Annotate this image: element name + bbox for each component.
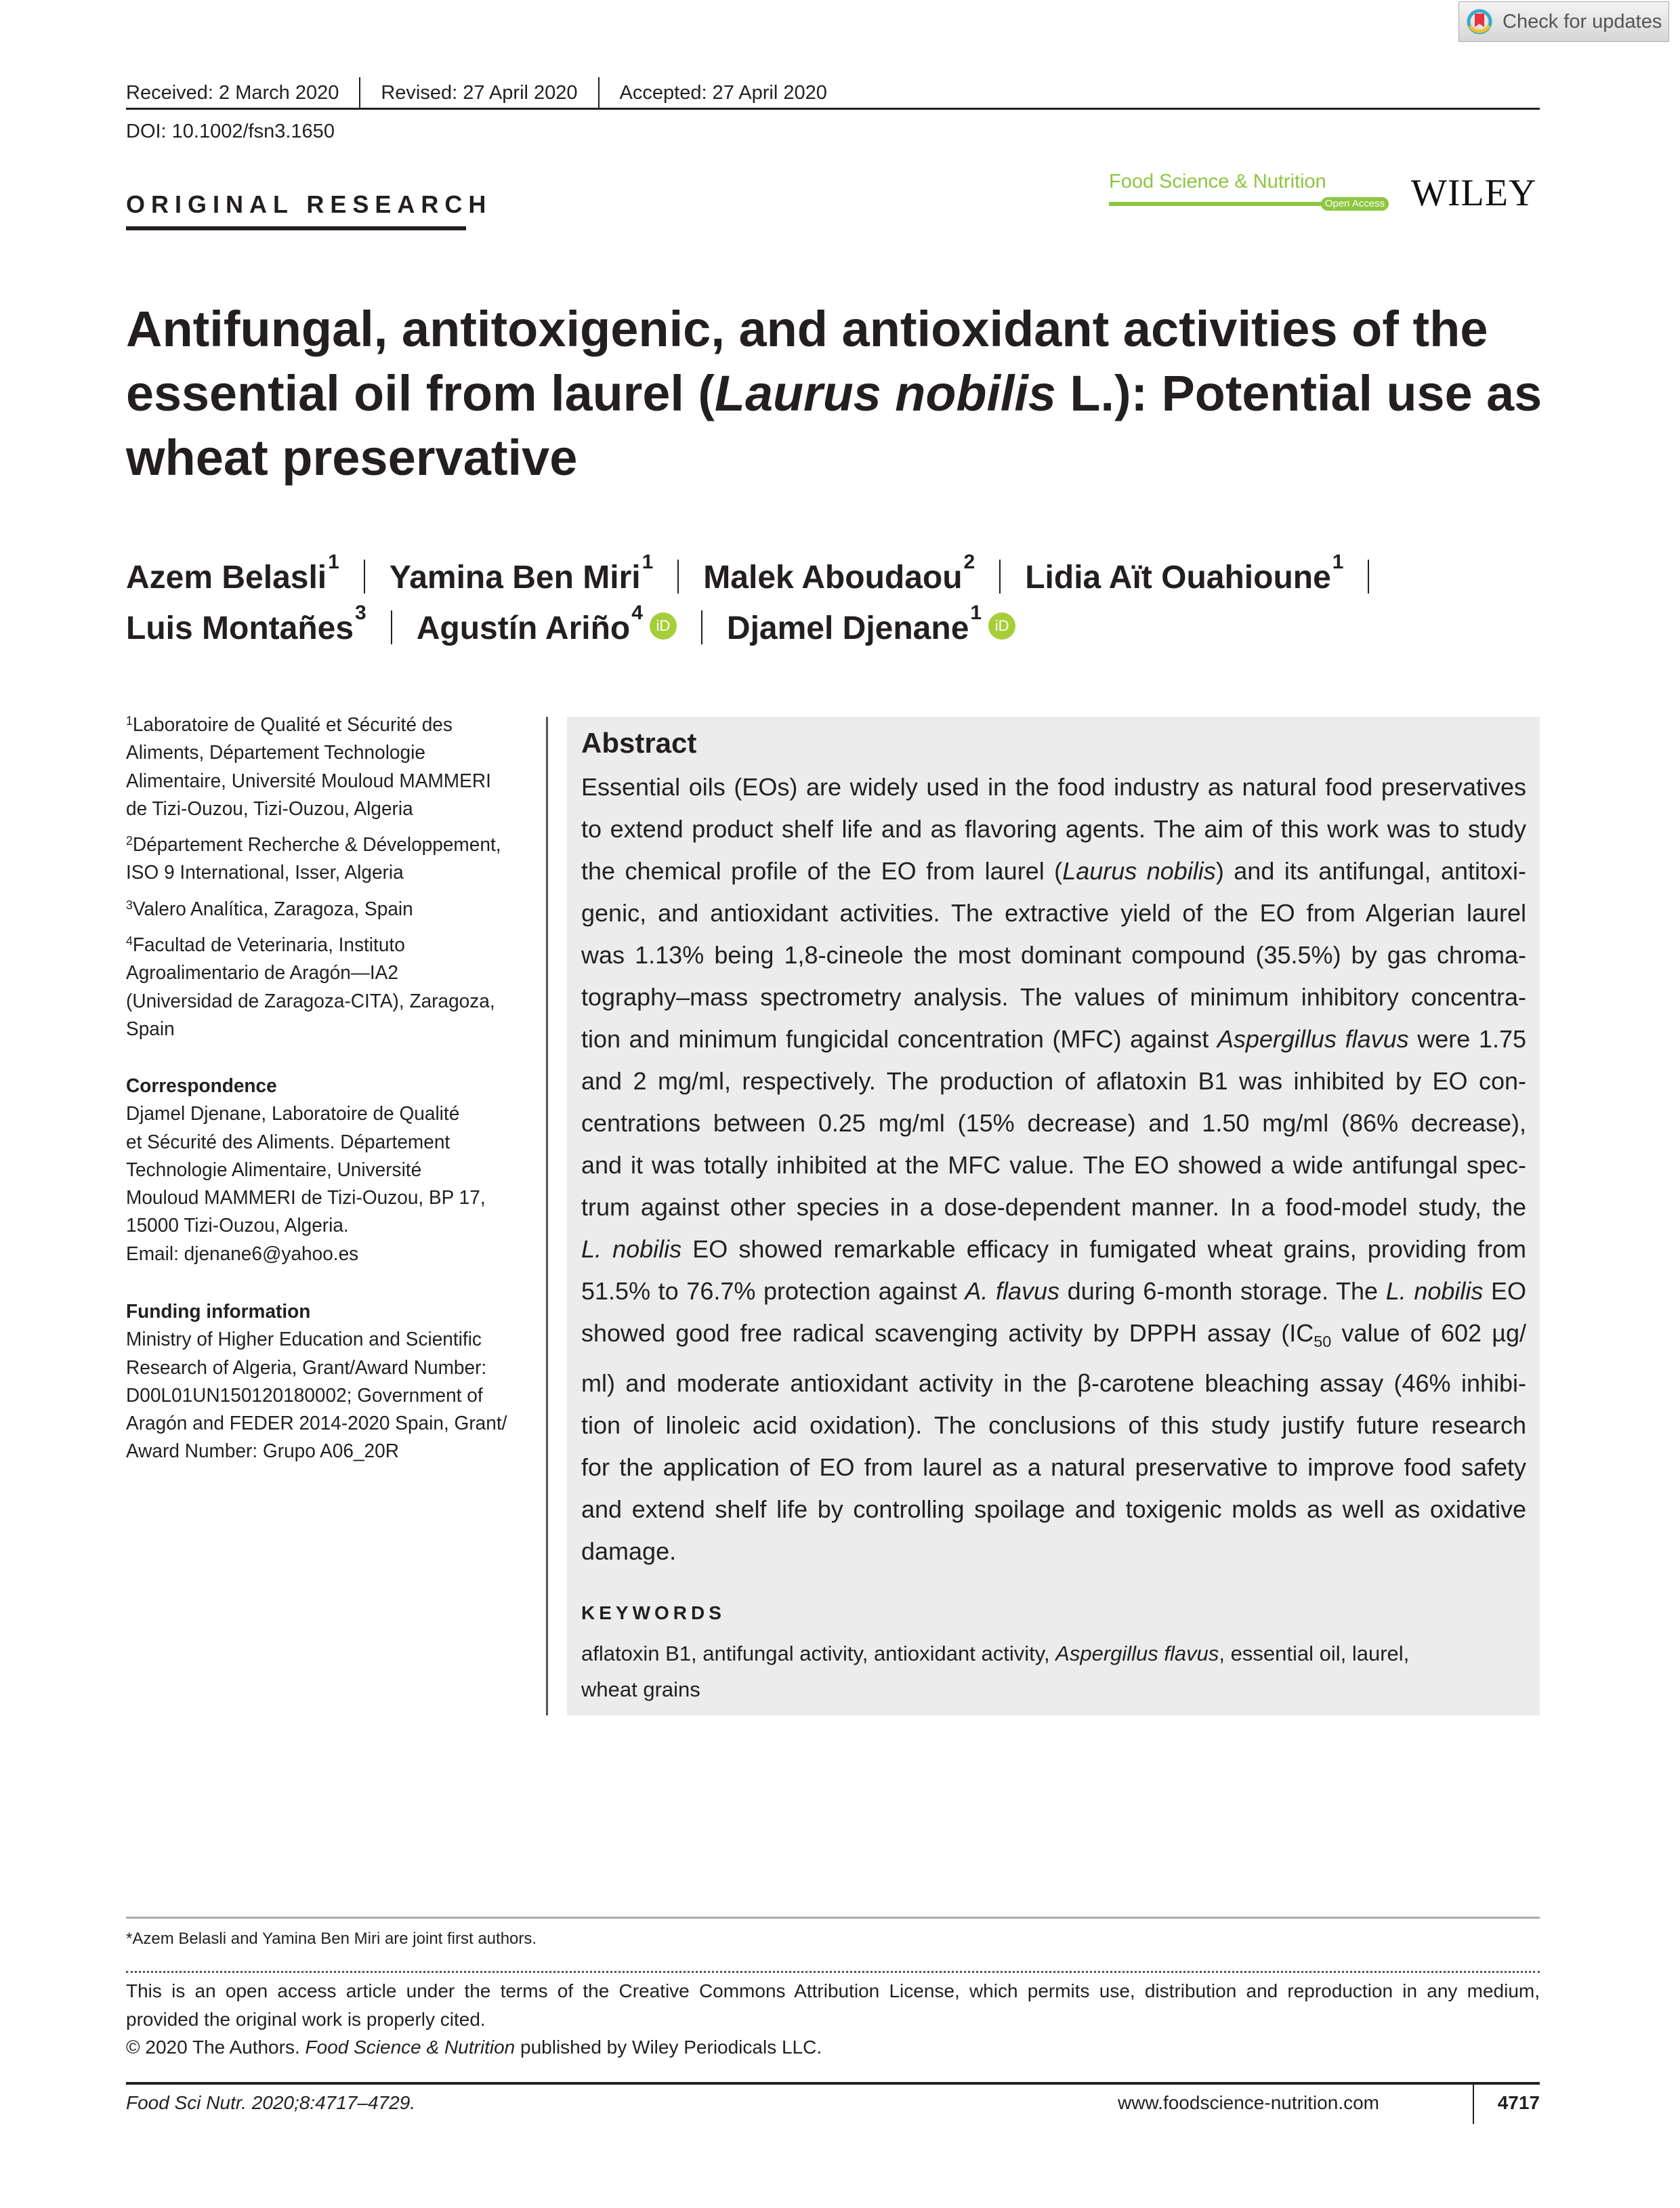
keyword-line-text: wheat grains	[581, 1678, 700, 1701]
received-date: Received: 2 March 2020	[126, 82, 339, 104]
license-line-text: provided the original work is properly cited.	[126, 2008, 486, 2030]
italic-text: L. nobilis	[581, 1235, 682, 1263]
funding-line: Aragón and FEDER 2014-2020 Spain, Grant/	[126, 1413, 507, 1435]
italic-text: Aspergillus flavus	[1055, 1642, 1219, 1665]
affiliation-line: $^1$Laboratoire de Qualité et Sécurité des	[126, 714, 453, 736]
correspondence-heading: Correspondence	[126, 1075, 277, 1097]
correspondence-line: 15000 Tizi-Ouzou, Algeria.	[126, 1215, 349, 1237]
affiliation	[126, 831, 532, 888]
abstract-line-text: genic, and antioxidant activities. The extractive yield of the EO from Algerian laurel	[581, 899, 1526, 927]
abstract-line-text: and 2 mg/ml, respectively. The production of aflatoxin B1 was inhibited by EO con-	[581, 1067, 1526, 1095]
italic-text: Food Science & Nutrition	[305, 2037, 516, 2058]
affiliation-line: de Tizi-Ouzou, Tizi-Ouzou, Algeria	[126, 797, 413, 820]
abstract-line-text: to extend product shelf life and as flavoring agents. The aim of this work was to study	[581, 815, 1526, 843]
abstract-line	[581, 1404, 1526, 1446]
citation: Food Sci Nutr. 2020;8:4717–4729.	[126, 2092, 416, 2113]
column-divider	[546, 717, 548, 1715]
italic-text: Laurus nobilis	[1062, 857, 1216, 885]
affiliation-superscript: 3	[355, 602, 366, 624]
affiliation	[126, 932, 532, 1043]
author-name[interactable]: Agustín Ariño 4 iD	[417, 603, 677, 654]
title-line: wheat preservative	[126, 430, 578, 486]
affiliation-line: Aliments, Département Technologie	[126, 742, 425, 764]
abstract-line	[581, 1312, 1526, 1362]
affiliation-number: 4	[126, 934, 133, 949]
article-title	[126, 297, 1542, 490]
affiliation-line: Alimentaire, Université Mouloud MAMMERI	[126, 770, 491, 792]
abstract-line	[581, 1270, 1526, 1312]
abstract-line	[581, 1060, 1526, 1102]
funding-line: Award Number: Grupo A06_20R	[126, 1440, 399, 1463]
orcid-icon[interactable]: iD	[988, 612, 1015, 640]
crossmark-icon	[1466, 8, 1493, 35]
abstract-line-text: and extend shelf life by controlling spoilage and toxigenic molds as well as oxidative	[581, 1495, 1526, 1524]
abstract-line-text: showed good free radical scavenging activity by DPPH assay ($IC_{50}$ value of 602 µg/	[581, 1319, 1526, 1351]
author-separator	[391, 610, 392, 644]
abstract-line-text: tion of linoleic acid oxidation). The conclusions of this study justify future research	[581, 1411, 1526, 1440]
abstract-line	[581, 808, 1526, 850]
funding-line: D00L01UN150120180002; Government of	[126, 1384, 483, 1407]
abstract-line-text: tography–mass spectrometry analysis. The values of minimum inhibitory concentra-	[581, 983, 1526, 1011]
abstract-line	[581, 1362, 1526, 1404]
abstract-line	[581, 1102, 1526, 1144]
italic-text: A. flavus	[965, 1277, 1060, 1305]
abstract-line	[581, 1186, 1526, 1228]
author-separator	[677, 560, 679, 593]
orcid-icon[interactable]: iD	[650, 612, 677, 640]
author-name[interactable]: Luis Montañes 3	[126, 602, 366, 646]
license-line-text: © 2020 The Authors. Food Science & Nutrition published by Wiley Periodicals LLC.	[126, 2037, 822, 2058]
keyword-line-text: aflatoxin B1, antifungal activity, antioxidant activity, Aspergillus flavus, essential oil, laurel,	[581, 1642, 1410, 1665]
license-text	[126, 1977, 1540, 2062]
author-separator	[701, 610, 702, 644]
abstract-line	[581, 766, 1526, 808]
author-name[interactable]: Yamina Ben Miri 1	[389, 551, 654, 596]
abstract-line	[581, 1530, 1526, 1572]
keywords	[581, 1636, 1526, 1707]
affiliation-number: 1	[126, 714, 133, 728]
affiliations	[126, 711, 532, 1043]
affiliation-line: Spain	[126, 1018, 175, 1040]
funding-heading: Funding information	[126, 1301, 311, 1322]
correspondence-line: Technologie Alimentaire, Université	[126, 1159, 422, 1181]
footnote: *Azem Belasli and Yamina Ben Miri are joint first authors.	[126, 1930, 537, 1948]
abstract-line-text: trum against other species in a dose-dependent manner. In a food-model study, the	[581, 1193, 1526, 1221]
affiliation-number: 3	[126, 898, 133, 912]
abstract-line	[581, 934, 1526, 976]
article-dates	[126, 77, 847, 108]
license-line	[126, 2033, 1540, 2062]
affiliation-line: Agroalimentario de Aragón—IA2	[126, 962, 398, 984]
header-rule	[126, 108, 1540, 110]
title-line: essential oil from laurel (Laurus nobilis L.): Potential use as	[126, 365, 1542, 421]
correspondence	[126, 1072, 532, 1268]
dotted-rule	[126, 1971, 1540, 1973]
author-list	[126, 552, 1393, 654]
page-number: 4717	[1497, 2092, 1540, 2113]
author-separator	[999, 560, 1001, 593]
section-underline	[126, 226, 466, 230]
abstract-line-text: damage.	[581, 1537, 677, 1566]
abstract-line	[581, 1018, 1526, 1060]
publisher-logo: WILEY	[1411, 172, 1537, 214]
footer-rule	[126, 2082, 1540, 2085]
keyword-line	[581, 1636, 1469, 1671]
abstract-line	[581, 1446, 1526, 1488]
funding-line: Research of Algeria, Grant/Award Number:	[126, 1356, 487, 1379]
license-line	[126, 1977, 1540, 2005]
open-access-badge: Open Access	[1321, 197, 1389, 211]
abstract-line-text: tion and minimum fungicidal concentration (MFC) against Aspergillus flavus were 1.75	[581, 1025, 1526, 1053]
journal-logo-bar	[1109, 202, 1324, 206]
correspondence-line: et Sécurité des Aliments. Département	[126, 1131, 450, 1153]
section-label: ORIGINAL RESEARCH	[126, 190, 492, 218]
affiliation-line: ISO 9 International, Isser, Algeria	[126, 862, 404, 884]
affiliation-line: $^4$Facultad de Veterinaria, Instituto	[126, 934, 405, 957]
affiliation-line: (Universidad de Zaragoza-CITA), Zaragoza,	[126, 990, 495, 1012]
abstract-line-text: for the application of EO from laurel as a natural preservative to improve food safety	[581, 1453, 1526, 1482]
affiliation-superscript: 4	[631, 602, 643, 624]
check-for-updates-button[interactable]	[1458, 1, 1669, 42]
affiliation-superscript: 1	[328, 551, 339, 573]
correspondence-line: Email: djenane6@yahoo.es	[126, 1243, 359, 1265]
keyword-line	[581, 1671, 1469, 1707]
abstract-line-text: centrations between 0.25 mg/ml (15% decrease) and 1.50 mg/ml (86% decrease),	[581, 1109, 1526, 1137]
affiliation-line: $^3$Valero Analítica, Zaragoza, Spain	[126, 898, 413, 920]
author-name[interactable]: Azem Belasli 1	[126, 551, 339, 596]
abstract-line-text: Essential oils (EOs) are widely used in the food industry as natural food preservatives	[581, 773, 1526, 801]
italic-text: Laurus nobilis	[714, 365, 1056, 421]
author-name[interactable]: Malek Aboudaou 2	[703, 551, 975, 596]
affiliation	[126, 896, 532, 923]
author-name[interactable]: Djamel Djenane 1 iD	[727, 603, 1015, 654]
journal-website-link[interactable]: www.foodscience-nutrition.com	[1118, 2092, 1379, 2113]
doi[interactable]: DOI: 10.1002/fsn3.1650	[126, 121, 335, 142]
affiliation-superscript: 1	[1332, 551, 1344, 573]
funding-line: Ministry of Higher Education and Scientific	[126, 1329, 482, 1351]
correspondence-line: Djamel Djenane, Laboratoire de Qualité	[126, 1103, 460, 1125]
abstract-line-text: the chemical profile of the EO from laurel (Laurus nobilis) and its antifungal, antitoxi-	[581, 857, 1527, 885]
accepted-date: Accepted: 27 April 2020	[598, 77, 847, 108]
keywords-heading: KEYWORDS	[581, 1602, 726, 1623]
revised-date: Revised: 27 April 2020	[359, 77, 597, 108]
abstract-line	[581, 1144, 1526, 1186]
title-line: Antifungal, antitoxigenic, and antioxidant activities of the	[126, 301, 1488, 357]
funding-information	[126, 1298, 532, 1466]
abstract-heading: Abstract	[581, 727, 697, 759]
abstract-line-text: was 1.13% being 1,8-cineole the most dominant compound (35.5%) by gas chroma-	[581, 941, 1526, 969]
abstract-line-text: and it was totally inhibited at the MFC value. The EO showed a wide antifungal spec-	[581, 1151, 1526, 1179]
author-name[interactable]: Lidia Aït Ouahioune 1	[1025, 551, 1344, 596]
abstract-line	[581, 892, 1526, 934]
abstract-line	[581, 850, 1526, 892]
author-row	[126, 552, 1393, 603]
author-separator	[1368, 560, 1369, 593]
author-row	[126, 603, 1393, 654]
affiliation-superscript: 1	[970, 602, 982, 624]
affiliation-superscript: 2	[963, 551, 975, 573]
abstract-line-text: 51.5% to 76.7% protection against A. flavus during 6-month storage. The L. nobilis EO	[581, 1277, 1526, 1305]
abstract-line	[581, 1228, 1526, 1270]
affiliation-line: $^2$Département Recherche & Développement,	[126, 834, 501, 856]
affiliation-superscript: 1	[642, 551, 654, 573]
abstract-line-text: ml) and moderate antioxidant activity in the β-carotene bleaching assay (46% inhibi-	[581, 1369, 1526, 1398]
abstract-line-text: L. nobilis EO showed remarkable efficacy in fumigated wheat grains, providing from	[581, 1235, 1526, 1263]
license-line-text: This is an open access article under the terms of the Creative Commons Attribution License, which permits use, distribution and reproduction in any medium,	[126, 1980, 1540, 2001]
journal-logo-text: Food Science & Nutrition	[1109, 171, 1326, 192]
check-for-updates-label: Check for updates	[1503, 10, 1662, 33]
abstract-line	[581, 976, 1526, 1018]
subscript: 50	[1314, 1333, 1332, 1351]
footer-divider	[1473, 2083, 1474, 2124]
italic-text: Aspergillus flavus	[1217, 1025, 1409, 1053]
footnote-rule	[126, 1917, 1540, 1919]
author-separator	[364, 560, 365, 593]
correspondence-line: Mouloud MAMMERI de Tizi-Ouzou, BP 17,	[126, 1187, 486, 1209]
affiliation-number: 2	[126, 834, 133, 848]
italic-text: L. nobilis	[1385, 1277, 1484, 1305]
license-line	[126, 2005, 1540, 2034]
affiliation	[126, 711, 532, 823]
abstract-body	[581, 766, 1526, 1572]
abstract-line	[581, 1488, 1526, 1530]
